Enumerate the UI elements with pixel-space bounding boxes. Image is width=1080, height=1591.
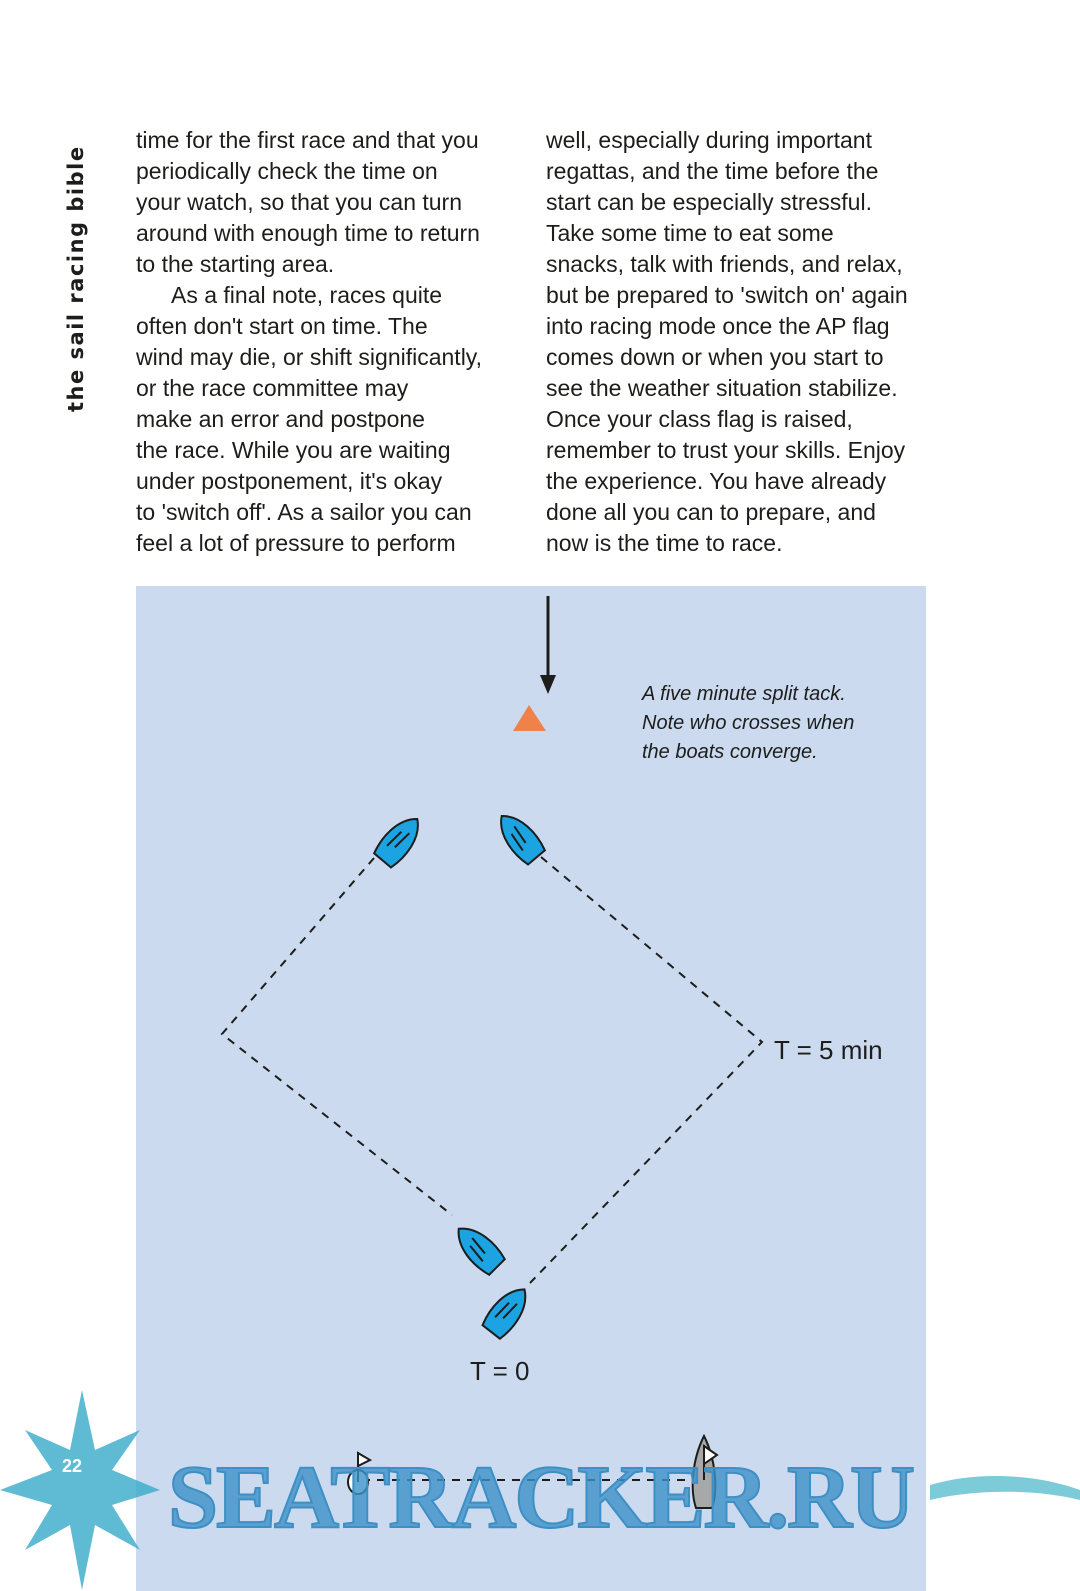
figure-caption — [642, 680, 854, 767]
text-line: feel a lot of pressure to perform — [136, 530, 456, 556]
text-line: snacks, talk with friends, and relax, — [546, 251, 903, 277]
text-line: regattas, and the time before the — [546, 158, 879, 184]
text-line: the experience. You have already — [546, 468, 887, 494]
boat-icon — [372, 810, 428, 869]
starboard-tack-path — [530, 857, 762, 1283]
text-line: see the weather situation stabilize. — [546, 375, 898, 401]
text-line: make an error and postpone — [136, 406, 425, 432]
text-line: well, especially during important — [546, 127, 872, 153]
text-line: time for the first race and that you — [136, 127, 479, 153]
watermark: SEATRACKER.RU — [168, 1448, 913, 1547]
caption-line: A five minute split tack. — [642, 683, 846, 705]
text-line: or the race committee may — [136, 375, 409, 401]
running-head: the sail racing bible — [64, 145, 88, 412]
wind-arrow-icon — [540, 596, 556, 694]
caption-line: Note who crosses when — [642, 712, 855, 734]
page-number-starburst — [0, 1390, 160, 1590]
text-line: done all you can to prepare, and — [546, 499, 876, 525]
text-line: comes down or when you start to — [546, 344, 884, 370]
text-line: around with enough time to return — [136, 220, 480, 246]
text-line: now is the time to race. — [546, 530, 783, 556]
boat-icon — [491, 807, 547, 866]
caption-line: the boats converge. — [642, 741, 818, 763]
watermark-swoosh — [930, 1476, 1080, 1500]
text-line: into racing mode once the AP flag — [546, 313, 890, 339]
text-line: often don't start on time. The — [136, 313, 428, 339]
label-t5: T = 5 min — [774, 1035, 883, 1065]
text-line: Once your class flag is raised, — [546, 406, 853, 432]
text-line: remember to trust your skills. Enjoy — [546, 437, 906, 463]
windward-mark-icon — [513, 705, 546, 731]
text-line: the race. While you are waiting — [136, 437, 451, 463]
text-line: As a final note, races quite — [171, 282, 443, 308]
text-line: wind may die, or shift significantly, — [136, 344, 482, 370]
text-line: to 'switch off'. As a sailor you can — [136, 499, 472, 525]
boat-icon — [480, 1281, 535, 1340]
port-tack-path — [222, 858, 452, 1215]
text-line: periodically check the time on — [136, 158, 438, 184]
text-line: your watch, so that you can turn — [136, 189, 463, 215]
text-line: under postponement, it's okay — [136, 468, 443, 494]
text-line: Take some time to eat some — [546, 220, 834, 246]
page-number: 22 — [62, 1456, 83, 1476]
label-t0: T = 0 — [470, 1356, 530, 1386]
text-line: start can be especially stressful. — [546, 189, 872, 215]
text-line: but be prepared to 'switch on' again — [546, 282, 908, 308]
boat-icon — [449, 1219, 507, 1277]
text-line: to the starting area. — [136, 251, 335, 277]
